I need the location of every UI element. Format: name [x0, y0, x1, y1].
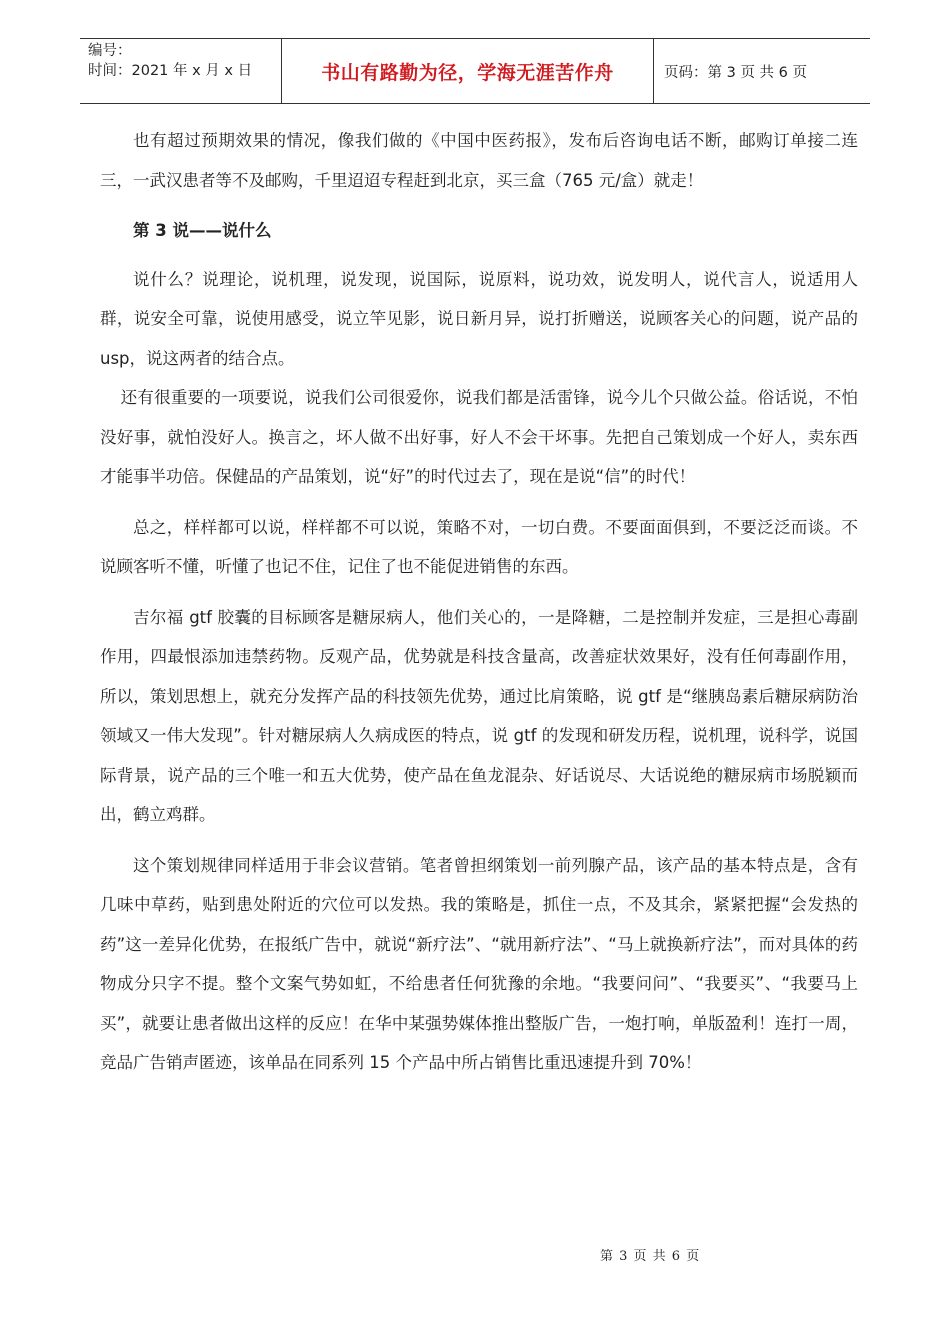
header-meta — [80, 39, 282, 103]
paragraph-5: 吉尔福 gtf 胶囊的目标顾客是糖尿病人，他们关心的，一是降糖，二是控制并发症，三是担心毒副作用，四最恨添加违禁药物。反观产品，优势就是科技含量高，改善症状效果好，没有任何毒副作用，所以，策划思想上，就充分发挥产品的科技领先优势，通过比肩策略，说 gtf 是“继胰岛素后糖尿病防治领域又一伟大发现”。针对糖尿病人久病成医的特点，说 gtf 的发现和研发历程，说机理，说科学，说国际背景，说产品的三个唯一和五大优势，使产品在鱼龙混杂、好话说尽、大话说绝的糖尿病市场脱颖而出，鹤立鸡群。 — [100, 607, 858, 824]
page-header — [80, 38, 870, 104]
paragraph-3: 还有很重要的一项要说，说我们公司很爱你，说我们都是活雷锋，说今儿个只做公益。俗话说，不怕没好事，就怕没好人。换言之，坏人做不出好事，好人不会干坏事。先把自己策划成一个好人，卖东西才能事半功倍。保健品的产品策划，说“好”的时代过去了，现在是说“信”的时代！ — [100, 388, 858, 486]
paragraph-1: 也有超过预期效果的情况，像我们做的《中国中医药报》，发布后咨询电话不断，邮购订单接二连三，一武汉患者等不及邮购，千里迢迢专程赶到北京，买三盒（765 元/盒）就走！ — [100, 131, 858, 190]
paragraph-6: 这个策划规律同样适用于非会议营销。笔者曾担纲策划一前列腺产品，该产品的基本特点是，含有几味中草药，贴到患处附近的穴位可以发热。我的策略是，抓住一点，不及其余，紧紧把握“会发热的药”这一差异化优势，在报纸广告中，就说“新疗法”、“就用新疗法”、“马上就换新疗法”，而对具体的药物成分只字不提。整个文案气势如虹，不给患者任何犹豫的余地。“我要问问”、“我要买”、“我要马上买”，就要让患者做出这样的反应！在华中某强势媒体推出整版广告，一炮打响，单版盈利！连打一周，竞品广告销声匿迹，该单品在同系列 15 个产品中所占销售比重迅速提升到 70%！ — [100, 855, 858, 1072]
section-heading: 第 3 说——说什么 — [133, 221, 272, 240]
page-footer: 第 3 页 共 6 页 — [600, 1249, 700, 1264]
number-label: 编号： — [88, 43, 132, 59]
paragraph-4: 总之，样样都可以说，样样都不可以说，策略不对，一切白费。不要面面俱到，不要泛泛而谈。不说顾客听不懂，听懂了也记不住，记住了也不能促进销售的东西。 — [100, 517, 858, 576]
header-page-info: 页码：第 3 页 共 6 页 — [664, 64, 807, 81]
date-label: 时间：2021 年 x 月 x 日 — [88, 63, 253, 79]
document-body — [100, 121, 858, 1083]
paragraph-2: 说什么？说理论，说机理，说发现，说国际，说原料，说功效，说发明人，说代言人，说适用人群，说安全可靠，说使用感受，说立竿见影，说日新月异，说打折赠送，说顾客关心的问题，说产品的 usp，说这两者的结合点。 — [100, 269, 858, 368]
header-motto: 书山有路勤为径，学海无涯苦作舟 — [282, 39, 654, 103]
